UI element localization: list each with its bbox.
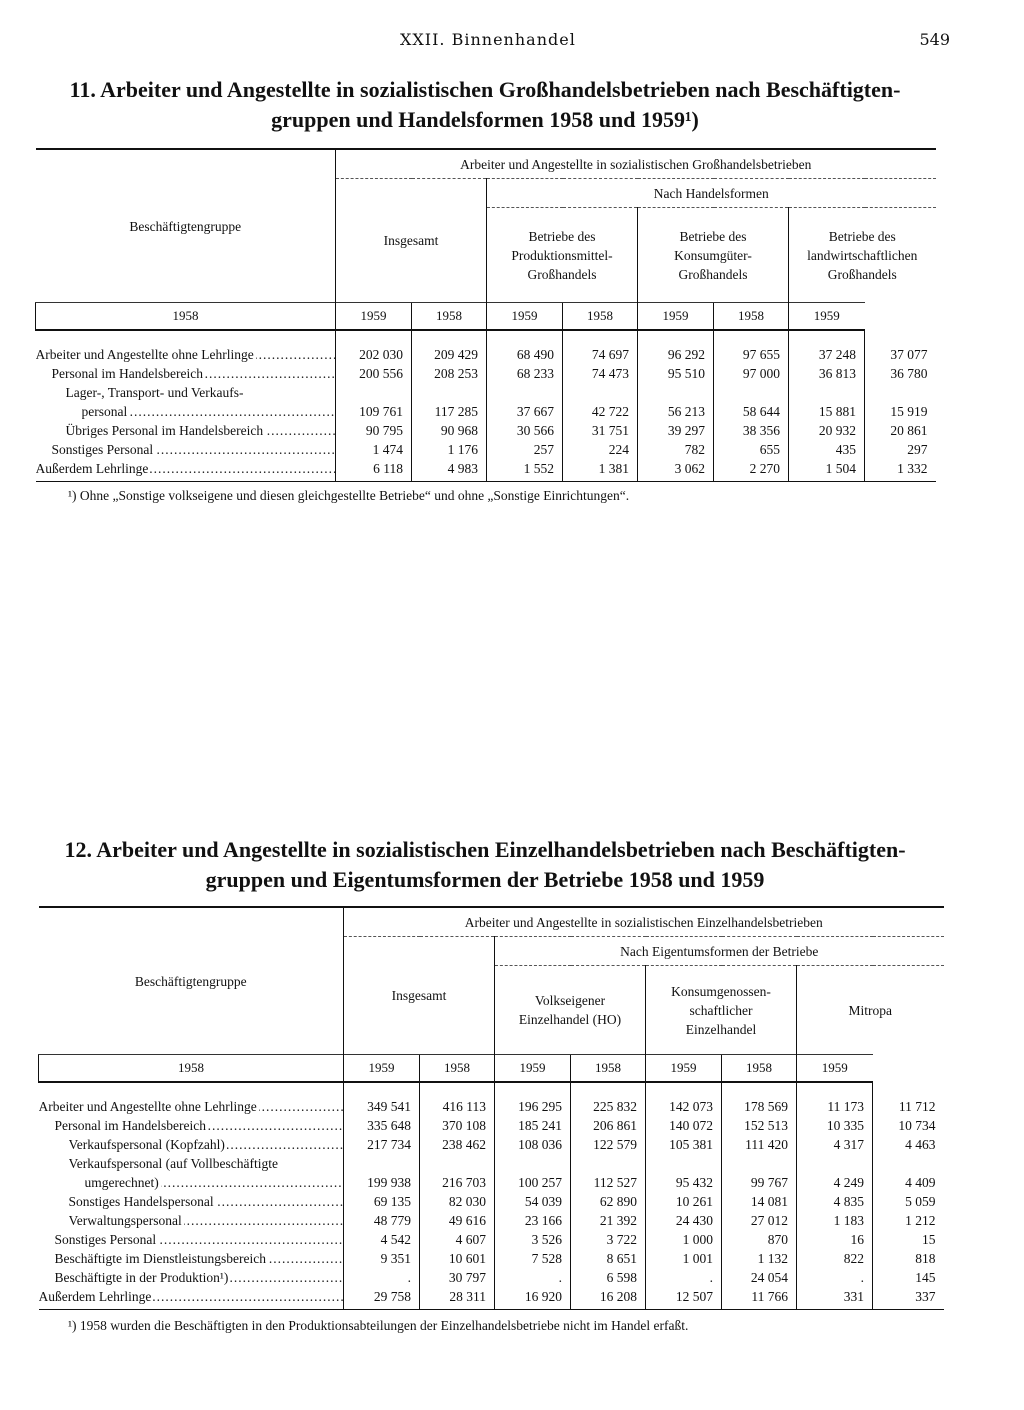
year-header: 1958 <box>36 303 336 331</box>
table-11 <box>35 148 936 482</box>
table-cell: 822 <box>797 1249 873 1268</box>
page-number: 549 <box>919 30 950 49</box>
table-cell: 217 734 <box>344 1135 420 1154</box>
table-cell: 96 292 <box>638 330 714 364</box>
table-cell: 11 766 <box>722 1287 797 1310</box>
table-cell: 1 552 <box>487 459 563 482</box>
table-cell: 15 <box>873 1230 944 1249</box>
table-cell: 6 598 <box>571 1268 646 1287</box>
table-cell: 870 <box>722 1230 797 1249</box>
row-label: Verkaufspersonal (auf Vollbeschäftigte <box>68 1156 278 1171</box>
group-header-line: Betriebe des <box>528 228 596 244</box>
row-label: Lager-, Transport- und Verkaufs- <box>65 385 244 400</box>
row-label: Außerdem Lehrlinge <box>38 1289 152 1304</box>
table-cell: 8 651 <box>571 1249 646 1268</box>
table-cell: 1 212 <box>873 1211 944 1230</box>
group-header-3 <box>797 966 944 1055</box>
table-cell: 68 490 <box>487 330 563 364</box>
row-label: Sonstiges Personal <box>54 1232 157 1247</box>
row-label: Außerdem Lehrlinge <box>35 461 149 476</box>
table-cell: 112 527 <box>571 1173 646 1192</box>
table-row <box>39 1268 944 1287</box>
year-header-row <box>39 1055 944 1083</box>
table-cell <box>789 383 865 402</box>
table-cell <box>336 383 412 402</box>
table-cell: 185 241 <box>495 1116 571 1135</box>
table-cell: 15 919 <box>865 402 936 421</box>
table-cell: 6 118 <box>336 459 412 482</box>
table-cell: 74 473 <box>563 364 638 383</box>
table-cell: 297 <box>865 440 936 459</box>
table-row <box>39 1154 944 1173</box>
year-header: 1959 <box>495 1055 571 1083</box>
table-11-title-line1: 11. Arbeiter und Angestellte in sozialistischen Großhandelsbetrieben nach Beschäftigten- <box>69 77 901 102</box>
stub-header: Beschäftigtengruppe <box>36 149 336 303</box>
table-cell: 370 108 <box>420 1116 495 1135</box>
table-row <box>39 1249 944 1268</box>
table-cell: 224 <box>563 440 638 459</box>
row-label: Verkaufspersonal (Kopfzahl) <box>68 1137 225 1152</box>
table-row <box>39 1287 944 1310</box>
table-cell: . <box>344 1268 420 1287</box>
table-cell: 30 797 <box>420 1268 495 1287</box>
table-cell: 7 528 <box>495 1249 571 1268</box>
table-cell: 1 381 <box>563 459 638 482</box>
row-label: umgerechnet) <box>84 1175 159 1190</box>
table-row <box>36 421 936 440</box>
table-cell <box>563 383 638 402</box>
row-label: Personal im Handelsbereich <box>51 366 203 381</box>
row-label: Sonstiges Personal <box>51 442 154 457</box>
group-header-line: Insgesamt <box>383 233 439 248</box>
column-super-header: Arbeiter und Angestellte in sozialistischen Einzelhandelsbetrieben <box>344 907 944 937</box>
sub-group-header: Nach Handelsformen <box>487 179 936 208</box>
table-cell: 39 297 <box>638 421 714 440</box>
table-cell: 1 183 <box>797 1211 873 1230</box>
table-cell: 95 432 <box>646 1173 722 1192</box>
column-super-header: Arbeiter und Angestellte in sozialistischen Großhandelsbetrieben <box>336 149 936 179</box>
group-header-line: Betriebe des <box>828 228 896 244</box>
table-cell: 42 722 <box>563 402 638 421</box>
table-cell: 97 000 <box>714 364 789 383</box>
table-cell: 38 356 <box>714 421 789 440</box>
table-cell: 36 780 <box>865 364 936 383</box>
table-cell: 200 556 <box>336 364 412 383</box>
table-cell: 1 474 <box>336 440 412 459</box>
table-cell <box>797 1154 873 1173</box>
table-cell: 435 <box>789 440 865 459</box>
row-label: Beschäftigte in der Produktion¹) <box>54 1270 229 1285</box>
table-cell <box>646 1154 722 1173</box>
table-cell: 37 248 <box>789 330 865 364</box>
table-row <box>39 1135 944 1154</box>
table-cell: 152 513 <box>722 1116 797 1135</box>
group-header-line: Mitropa <box>848 1002 892 1018</box>
table-row <box>39 1082 944 1116</box>
table-cell <box>865 383 936 402</box>
table-row <box>39 1116 944 1135</box>
group-header-line: Volkseigener <box>534 993 606 1008</box>
table-row <box>39 1211 944 1230</box>
table-cell: 37 667 <box>487 402 563 421</box>
year-header: 1959 <box>797 1055 873 1083</box>
group-header-line: Konsumgüter- <box>674 247 752 263</box>
row-label: Arbeiter und Angestellte ohne Lehrlinge <box>38 1099 257 1114</box>
table-cell: 1 001 <box>646 1249 722 1268</box>
table-cell: 145 <box>873 1268 944 1287</box>
table-cell: 782 <box>638 440 714 459</box>
table-cell: 117 285 <box>412 402 487 421</box>
table-cell: 1 504 <box>789 459 865 482</box>
year-header-row <box>36 303 936 331</box>
table-cell: . <box>495 1268 571 1287</box>
table-cell: 29 758 <box>344 1287 420 1310</box>
group-header-line: Produktionsmittel- <box>511 247 613 263</box>
table-11-title <box>30 75 940 135</box>
table-row <box>36 330 936 364</box>
table-cell: 1 132 <box>722 1249 797 1268</box>
table-row <box>36 402 936 421</box>
table-cell: 9 351 <box>344 1249 420 1268</box>
table-cell: 27 012 <box>722 1211 797 1230</box>
table-cell: . <box>797 1268 873 1287</box>
year-header: 1959 <box>638 303 714 331</box>
group-header-line: Einzelhandel (HO) <box>518 1012 622 1027</box>
table-cell: 5 059 <box>873 1192 944 1211</box>
table-cell: 335 648 <box>344 1116 420 1135</box>
year-header: 1958 <box>420 1055 495 1083</box>
table-cell: 178 569 <box>722 1082 797 1116</box>
row-label: Beschäftigte im Dienstleistungsbereich <box>54 1251 266 1266</box>
table-cell: 122 579 <box>571 1135 646 1154</box>
table-cell: 30 566 <box>487 421 563 440</box>
table-cell: 74 697 <box>563 330 638 364</box>
table-cell: 15 881 <box>789 402 865 421</box>
table-cell <box>344 1154 420 1173</box>
table-cell: 37 077 <box>865 330 936 364</box>
table-cell <box>571 1154 646 1173</box>
table-cell: 68 233 <box>487 364 563 383</box>
group-header-line: Einzelhandel <box>685 1021 757 1037</box>
table-cell: 142 073 <box>646 1082 722 1116</box>
table-12-title-line1: 12. Arbeiter und Angestellte in sozialistischen Einzelhandelsbetrieben nach Beschäftigten- <box>64 837 906 862</box>
year-header: 1958 <box>563 303 638 331</box>
table-cell: 3 526 <box>495 1230 571 1249</box>
group-header-line: Großhandels <box>827 266 897 282</box>
table-cell: . <box>646 1268 722 1287</box>
table-12-footnote: ¹) 1958 wurden die Beschäftigten in den Produktionsabteilungen der Einzelhandelsbetriebe nicht im Handel erfaßt. <box>68 1318 689 1333</box>
table-row <box>39 1192 944 1211</box>
table-cell: 655 <box>714 440 789 459</box>
table-cell: 90 795 <box>336 421 412 440</box>
table-cell: 1 000 <box>646 1230 722 1249</box>
table-cell: 4 983 <box>412 459 487 482</box>
table-cell: 225 832 <box>571 1082 646 1116</box>
table-cell: 4 542 <box>344 1230 420 1249</box>
table-cell: 23 166 <box>495 1211 571 1230</box>
row-label: Arbeiter und Angestellte ohne Lehrlinge <box>35 347 254 362</box>
stub-header: Beschäftigtengruppe <box>39 907 344 1055</box>
table-cell: 31 751 <box>563 421 638 440</box>
table-cell: 1 176 <box>412 440 487 459</box>
table-row <box>36 440 936 459</box>
table-cell: 111 420 <box>722 1135 797 1154</box>
table-cell: 337 <box>873 1287 944 1310</box>
table-cell <box>873 1154 944 1173</box>
table-cell: 202 030 <box>336 330 412 364</box>
table-cell: 12 507 <box>646 1287 722 1310</box>
year-header: 1959 <box>487 303 563 331</box>
year-header: 1959 <box>344 1055 420 1083</box>
year-header: 1958 <box>571 1055 646 1083</box>
table-cell: 3 062 <box>638 459 714 482</box>
table-row <box>36 364 936 383</box>
group-header-line: Konsumgenossen- <box>671 983 771 999</box>
table-cell: 16 920 <box>495 1287 571 1310</box>
table-cell: 95 510 <box>638 364 714 383</box>
table-cell: 36 813 <box>789 364 865 383</box>
table-cell: 331 <box>797 1287 873 1310</box>
year-header: 1959 <box>789 303 865 331</box>
group-header-line: Großhandels <box>527 266 597 282</box>
table-cell: 54 039 <box>495 1192 571 1211</box>
table-cell: 48 779 <box>344 1211 420 1230</box>
table-11-title-line2: gruppen und Handelsformen 1958 und 1959¹) <box>271 107 699 132</box>
table-cell: 1 332 <box>865 459 936 482</box>
group-header-line: schaftlicher <box>689 1002 753 1018</box>
group-header-1 <box>487 208 638 303</box>
table-cell: 140 072 <box>646 1116 722 1135</box>
table-cell: 257 <box>487 440 563 459</box>
table-cell: 208 253 <box>412 364 487 383</box>
table-cell <box>495 1154 571 1173</box>
table-cell: 24 054 <box>722 1268 797 1287</box>
group-header-0 <box>336 179 487 303</box>
table-cell: 4 317 <box>797 1135 873 1154</box>
table-12-title <box>30 835 940 895</box>
table-cell: 109 761 <box>336 402 412 421</box>
row-label: Sonstiges Handelspersonal <box>68 1194 214 1209</box>
row-label: Verwaltungspersonal <box>68 1213 182 1228</box>
table-cell: 238 462 <box>420 1135 495 1154</box>
table-cell: 10 335 <box>797 1116 873 1135</box>
group-header-0 <box>344 937 495 1055</box>
table-cell: 216 703 <box>420 1173 495 1192</box>
table-cell: 14 081 <box>722 1192 797 1211</box>
group-header-3 <box>789 208 936 303</box>
group-header-line: Großhandels <box>678 266 748 282</box>
table-cell <box>487 383 563 402</box>
row-label: personal <box>81 404 128 419</box>
group-header-2 <box>638 208 789 303</box>
table-cell: 99 767 <box>722 1173 797 1192</box>
table-cell: 10 734 <box>873 1116 944 1135</box>
table-12-title-line2: gruppen und Eigentumsformen der Betriebe 1958 und 1959 <box>205 867 765 892</box>
table-cell: 10 601 <box>420 1249 495 1268</box>
table-cell: 4 835 <box>797 1192 873 1211</box>
table-cell: 11 173 <box>797 1082 873 1116</box>
table-cell: 97 655 <box>714 330 789 364</box>
table-cell: 58 644 <box>714 402 789 421</box>
row-label: Personal im Handelsbereich <box>54 1118 206 1133</box>
table-cell: 196 295 <box>495 1082 571 1116</box>
table-cell: 20 861 <box>865 421 936 440</box>
table-cell: 16 208 <box>571 1287 646 1310</box>
table-cell: 82 030 <box>420 1192 495 1211</box>
year-header: 1959 <box>646 1055 722 1083</box>
table-cell <box>412 383 487 402</box>
table-cell <box>714 383 789 402</box>
table-cell: 4 607 <box>420 1230 495 1249</box>
table-cell: 16 <box>797 1230 873 1249</box>
table-cell: 21 392 <box>571 1211 646 1230</box>
table-cell: 349 541 <box>344 1082 420 1116</box>
year-header: 1958 <box>412 303 487 331</box>
year-header: 1959 <box>336 303 412 331</box>
table-row <box>36 459 936 482</box>
year-header: 1958 <box>714 303 789 331</box>
table-cell: 11 712 <box>873 1082 944 1116</box>
table-cell: 4 249 <box>797 1173 873 1192</box>
year-header: 1958 <box>722 1055 797 1083</box>
table-cell <box>722 1154 797 1173</box>
group-header-line: landwirtschaftlichen <box>807 247 918 263</box>
group-header-1 <box>495 966 646 1055</box>
table-cell: 10 261 <box>646 1192 722 1211</box>
row-label: Übriges Personal im Handelsbereich <box>65 423 264 438</box>
table-12 <box>38 906 944 1310</box>
sub-group-header: Nach Eigentumsformen der Betriebe <box>495 937 944 966</box>
table-row <box>39 1173 944 1192</box>
table-12-body <box>39 1082 944 1310</box>
table-cell: 24 430 <box>646 1211 722 1230</box>
table-cell: 2 270 <box>714 459 789 482</box>
table-cell: 3 722 <box>571 1230 646 1249</box>
table-cell: 206 861 <box>571 1116 646 1135</box>
table-cell <box>638 383 714 402</box>
table-11-body <box>36 330 936 482</box>
table-row <box>39 1230 944 1249</box>
table-cell: 105 381 <box>646 1135 722 1154</box>
group-header-line: Insgesamt <box>391 988 447 1003</box>
table-cell: 416 113 <box>420 1082 495 1116</box>
table-cell: 4 463 <box>873 1135 944 1154</box>
table-cell: 199 938 <box>344 1173 420 1192</box>
table-cell: 4 409 <box>873 1173 944 1192</box>
table-cell: 28 311 <box>420 1287 495 1310</box>
table-cell: 818 <box>873 1249 944 1268</box>
running-head <box>0 30 1024 52</box>
year-header: 1958 <box>39 1055 344 1083</box>
table-cell: 108 036 <box>495 1135 571 1154</box>
table-cell <box>420 1154 495 1173</box>
group-header-line: Betriebe des <box>679 228 747 244</box>
table-cell: 69 135 <box>344 1192 420 1211</box>
table-cell: 56 213 <box>638 402 714 421</box>
section-title: XXII. Binnenhandel <box>400 30 576 49</box>
table-cell: 90 968 <box>412 421 487 440</box>
table-11-footnote: ¹) Ohne „Sonstige volkseigene und diesen gleichgestellte Betriebe“ und ohne „Sonstige Einrichtungen“. <box>68 488 630 503</box>
table-cell: 20 932 <box>789 421 865 440</box>
group-header-2 <box>646 966 797 1055</box>
table-cell: 62 890 <box>571 1192 646 1211</box>
table-cell: 100 257 <box>495 1173 571 1192</box>
table-cell: 49 616 <box>420 1211 495 1230</box>
table-cell: 209 429 <box>412 330 487 364</box>
table-row <box>36 383 936 402</box>
